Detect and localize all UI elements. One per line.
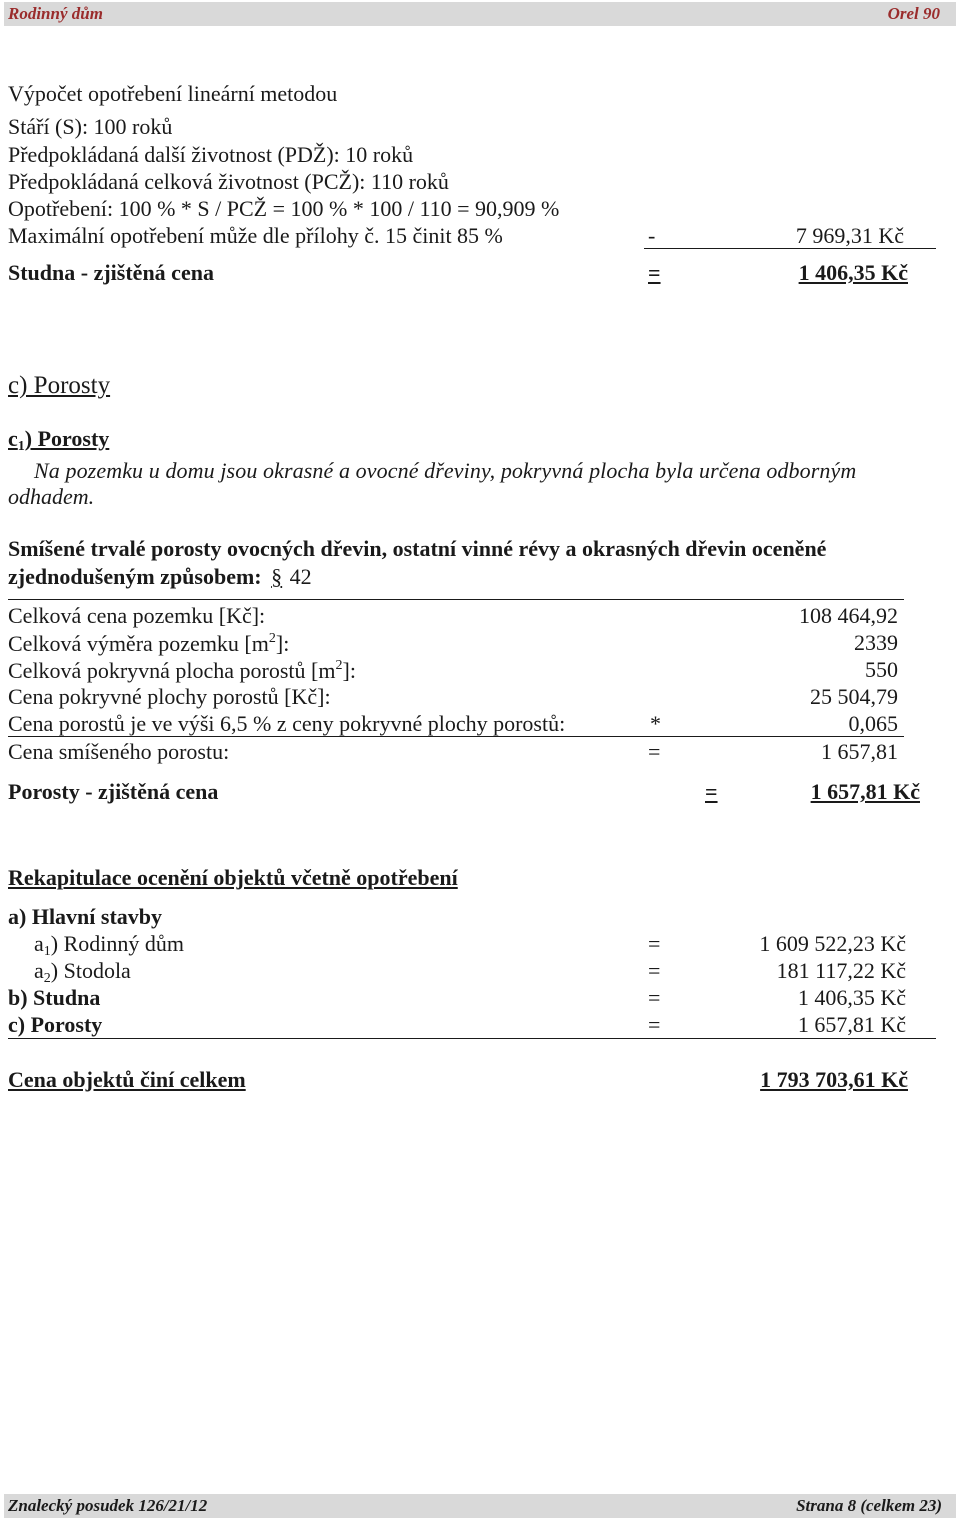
table-row-cover-price-label: Cena pokryvné plochy porostů [Kč]: (8, 684, 331, 709)
recap-total-value: 1 793 703,61 Kč (760, 1067, 908, 1092)
recap-item-vegetation-value: 1 657,81 Kč (797, 1012, 906, 1037)
porosty-method-paragraph-number: 42 (289, 564, 312, 589)
paragraph-sign: § (271, 564, 283, 589)
page-header (4, 2, 956, 26)
porosty-note-line-1: Na pozemku u domu jsou okrasné a ovocné dřeviny, pokryvná plocha byla určena odborným (34, 458, 857, 483)
porosty-table-top-border (8, 599, 904, 600)
recap-item-house-text: ) Rodinný dům (50, 931, 184, 956)
porosty-method-line-2 (8, 566, 312, 588)
depreciation-max-operator: - (648, 223, 656, 248)
porosty-heading: c) Porosty (8, 372, 111, 399)
recap-item-well-value: 1 406,35 Kč (797, 985, 906, 1010)
porosty-subheading-text: ) Porosty (24, 426, 110, 451)
table-row-cover-price-value: 25 504,79 (810, 684, 898, 709)
porosty-method-line-1: Smíšené trvalé porosty ovocných dřevin, ostatní vinné révy a okrasných dřevin oceněné (8, 536, 827, 561)
table-row-cover-area-value: 550 (865, 657, 898, 682)
porosty-result-value: 1 657,81 Kč (810, 779, 920, 804)
recap-item-house-label (34, 933, 184, 959)
porosty-subheading-index: 1 (17, 439, 25, 454)
header-property-address: Orel 90 (887, 4, 940, 23)
recap-item-vegetation-operator: = (648, 1012, 661, 1037)
table-row-land-area-label (8, 632, 289, 655)
recap-main-buildings-heading: a) Hlavní stavby (8, 904, 163, 929)
depreciation-divider (644, 248, 936, 249)
land-area-label-exponent: 2 (268, 631, 276, 646)
depreciation-calculation-line: Opotřebení: 100 % * S / PCŽ = 100 % * 100 / 110 = 90,909 % (8, 196, 560, 221)
recap-title: Rekapitulace ocenění objektů včetně opotřebení (8, 865, 458, 890)
porosty-method-text: zjednodušeným způsobem: (8, 564, 262, 589)
table-row-cover-area-label (8, 659, 356, 682)
studna-result-value: 1 406,35 Kč (798, 260, 908, 285)
table-row-rate-operator: * (650, 711, 661, 736)
footer-page-number: Strana 8 (celkem 23) (796, 1496, 942, 1515)
table-row-land-price-value: 108 464,92 (799, 603, 898, 628)
cover-area-label-text: Celková pokryvná plocha porostů [m (8, 658, 336, 683)
land-area-label-end: ]: (275, 631, 290, 656)
recap-total-label: Cena objektů činí celkem (8, 1067, 246, 1092)
table-row-mixed-price-value: 1 657,81 (821, 739, 898, 764)
recap-item-barn-operator: = (648, 958, 661, 983)
studna-result-label: Studna - zjištěná cena (8, 260, 214, 285)
recap-divider (8, 1038, 936, 1039)
porosty-note-line-2: odhadem. (8, 484, 95, 509)
table-row-land-price-label: Celková cena pozemku [Kč]: (8, 603, 266, 628)
porosty-result-label: Porosty - zjištěná cena (8, 779, 219, 804)
recap-item-barn-label (34, 960, 131, 986)
porosty-table-divider (8, 736, 904, 737)
page-footer (4, 1494, 956, 1518)
recap-item-vegetation-label: c) Porosty (8, 1012, 103, 1037)
studna-result-operator: = (648, 260, 661, 285)
porosty-subheading-letter: c (8, 426, 18, 451)
land-area-label-text: Celková výměra pozemku [m (8, 631, 269, 656)
recap-item-barn-index: 2 (43, 971, 51, 986)
recap-item-barn-prefix: a (34, 958, 44, 983)
table-row-rate-label: Cena porostů je ve výši 6,5 % z ceny pokryvné plochy porostů: (8, 711, 566, 736)
cover-area-label-end: ]: (342, 658, 356, 683)
depreciation-title: Výpočet opotřebení lineární metodou (8, 81, 338, 106)
recap-item-barn-value: 181 117,22 Kč (776, 958, 906, 983)
depreciation-max-label: Maximální opotřebení může dle přílohy č. 15 činit 85 % (8, 223, 503, 248)
table-row-mixed-price-operator: = (648, 739, 661, 764)
recap-item-barn-text: ) Stodola (50, 958, 131, 983)
depreciation-remaining-life-line: Předpokládaná další životnost (PDŽ): 10 roků (8, 142, 414, 167)
recap-item-house-value: 1 609 522,23 Kč (759, 931, 906, 956)
table-row-rate-value: 0,065 (848, 711, 898, 736)
recap-item-well-label: b) Studna (8, 985, 101, 1010)
recap-item-house-prefix: a (34, 931, 44, 956)
table-row-mixed-price-label: Cena smíšeného porostu: (8, 739, 230, 764)
header-document-title: Rodinný dům (8, 4, 103, 23)
recap-item-well-operator: = (648, 985, 661, 1010)
depreciation-total-life-line: Předpokládaná celková životnost (PCŽ): 110 roků (8, 169, 449, 194)
depreciation-max-value: 7 969,31 Kč (795, 223, 904, 248)
recap-item-house-index: 1 (43, 944, 51, 959)
depreciation-age-line: Stáří (S): 100 roků (8, 114, 173, 139)
porosty-result-operator: = (705, 779, 718, 804)
cover-area-label-exponent: 2 (335, 658, 343, 673)
recap-item-house-operator: = (648, 931, 661, 956)
footer-report-number: Znalecký posudek 126/21/12 (8, 1496, 208, 1515)
table-row-land-area-value: 2339 (854, 630, 898, 655)
porosty-subheading (8, 428, 109, 454)
